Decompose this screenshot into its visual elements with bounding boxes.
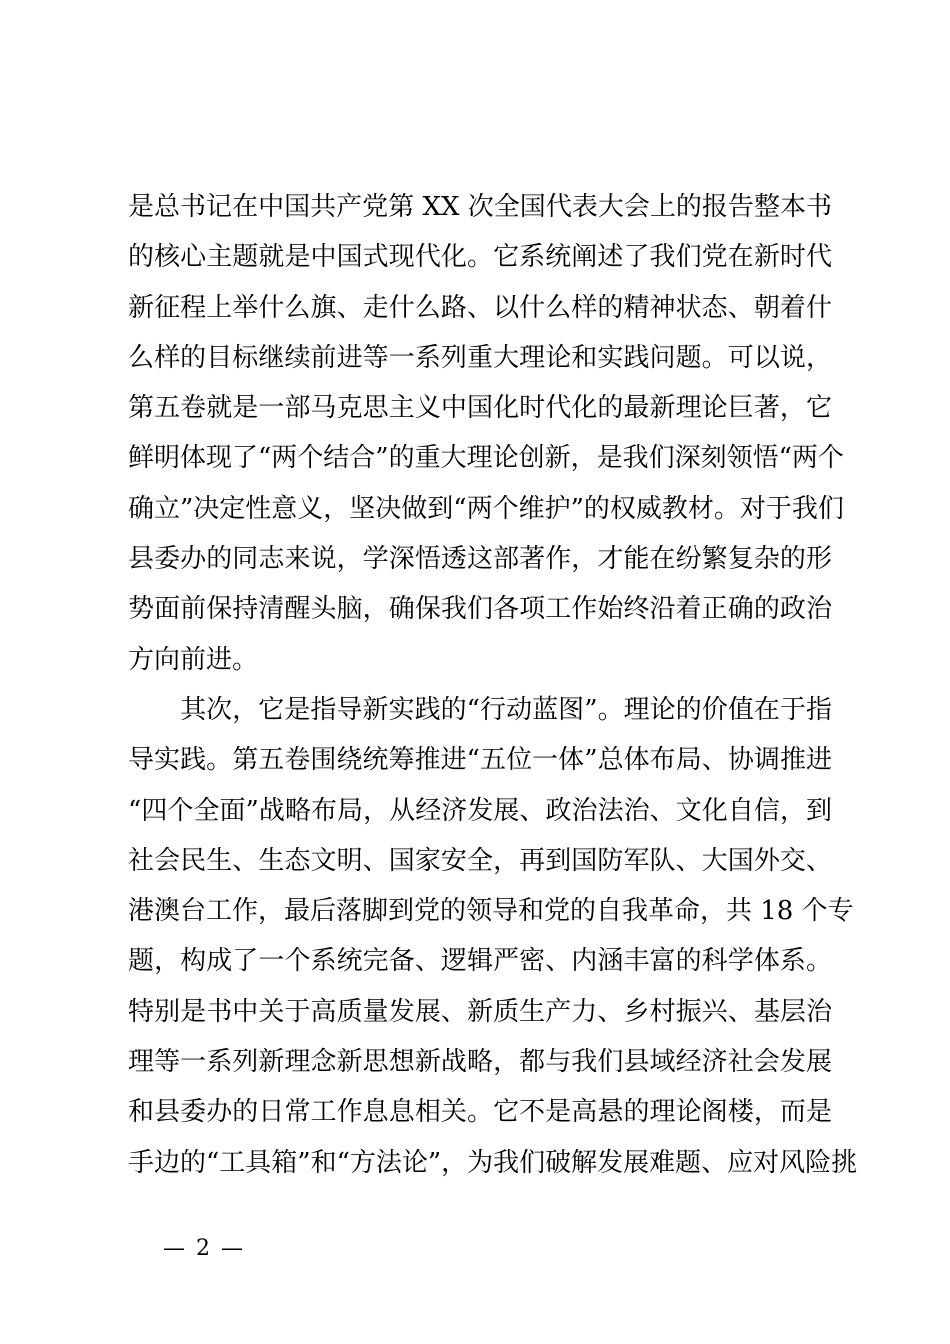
page-number: — 2 — bbox=[163, 1236, 245, 1261]
text-line: 题，构成了一个系统完备、逻辑严密、内涵丰富的科学体系。 bbox=[128, 946, 832, 977]
text-line: 势面前保持清醒头脑，确保我们各项工作始终沿着正确的政治 bbox=[128, 594, 832, 625]
text-line: 县委办的同志来说，学深悟透这部著作，才能在纷繁复杂的形 bbox=[128, 544, 832, 575]
text-line: 是总书记在中国共产党第 XX 次全国代表大会上的报告整本书 bbox=[128, 192, 832, 222]
text-line: “四个全面”战略布局，从经济发展、政治法治、文化自信，到 bbox=[128, 795, 832, 826]
text-line: 手边的“工具箱”和“方法论”，为我们破解发展难题、应对风险挑 bbox=[128, 1147, 858, 1178]
text-line: 和县委办的日常工作息息相关。它不是高悬的理论阁楼，而是 bbox=[128, 1097, 832, 1128]
body-text bbox=[128, 182, 858, 1188]
text-line: 其次，它是指导新实践的“行动蓝图”。理论的价值在于指 bbox=[128, 694, 832, 725]
text-line: 确立”决定性意义，坚决做到“两个维护”的权威教材。对于我们 bbox=[128, 493, 844, 524]
text-line: 么样的目标继续前进等一系列重大理论和实践问题。可以说， bbox=[128, 342, 832, 373]
text-line: 理等一系列新理念新思想新战略，都与我们县域经济社会发展 bbox=[128, 1047, 832, 1078]
text-line: 鲜明体现了“两个结合”的重大理论创新，是我们深刻领悟“两个 bbox=[128, 443, 844, 474]
text-line: 的核心主题就是中国式现代化。它系统阐述了我们党在新时代 bbox=[128, 242, 832, 273]
text-line: 社会民生、生态文明、国家安全，再到国防军队、大国外交、 bbox=[128, 845, 832, 876]
text-line: 特别是书中关于高质量发展、新质生产力、乡村振兴、基层治 bbox=[128, 996, 832, 1027]
text-line: 方向前进。 bbox=[128, 644, 259, 675]
text-line: 港澳台工作，最后落脚到党的领导和党的自我革命，共 18 个专 bbox=[128, 896, 854, 927]
text-line: 新征程上举什么旗、走什么路、以什么样的精神状态、朝着什 bbox=[128, 292, 832, 323]
text-line: 第五卷就是一部马克思主义中国化时代化的最新理论巨著，它 bbox=[128, 393, 832, 424]
text-line: 导实践。第五卷围绕统筹推进“五位一体”总体布局、协调推进 bbox=[128, 745, 832, 776]
